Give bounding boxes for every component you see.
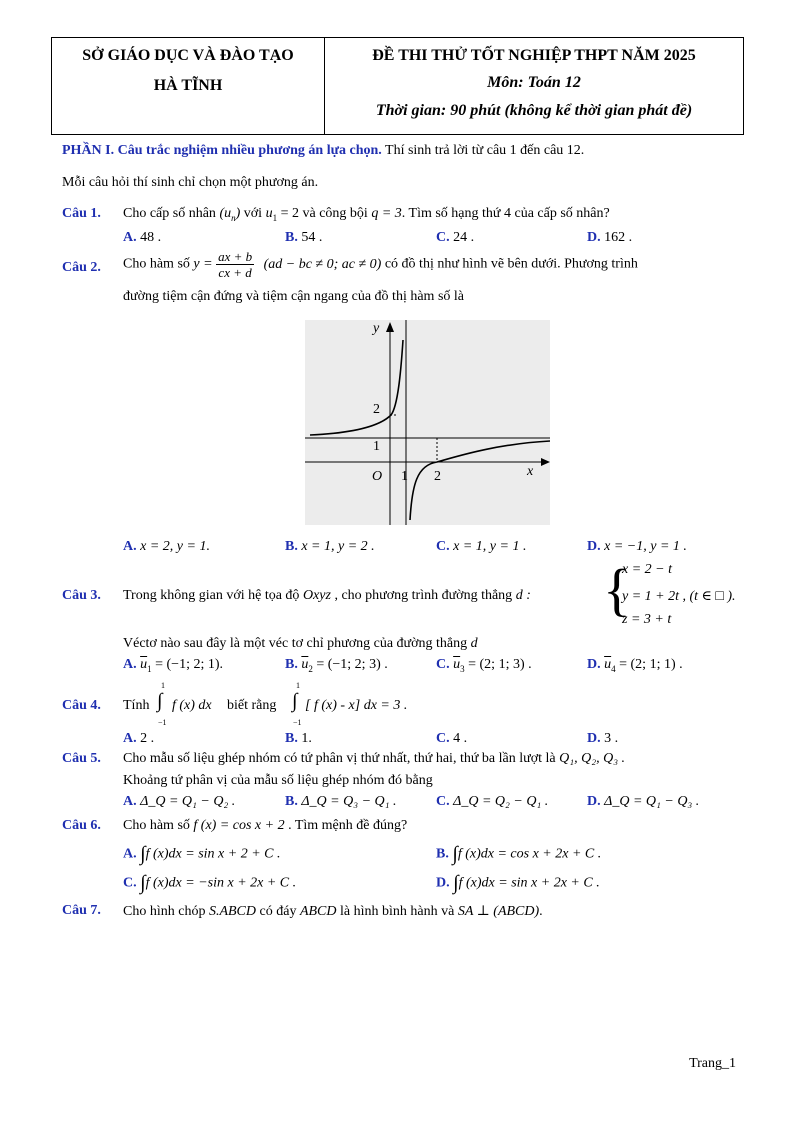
- department-name: SỞ GIÁO DỤC VÀ ĐÀO TẠO: [82, 47, 294, 64]
- province-name: HÀ TĨNH: [153, 77, 223, 94]
- q5-text-line2: Khoảng tứ phân vị của mẫu số liệu ghép nhóm đó bằng: [123, 773, 433, 788]
- q4-t1: Tính: [123, 698, 150, 713]
- q4-int2-upper: 1: [296, 681, 300, 690]
- header-left-cell: [52, 38, 325, 135]
- q4-int1-sign: ∫: [157, 690, 163, 712]
- duration: Thời gian: 90 phút (không kể thời gian phát đề): [375, 102, 693, 119]
- header-right-cell: [325, 38, 744, 135]
- q2-option-c[interactable]: C. x = 1, y = 1 .: [436, 539, 527, 554]
- part1-heading: [62, 143, 584, 159]
- q6-option-a[interactable]: A. ∫f (x)dx = sin x + 2 + C .: [123, 843, 281, 865]
- tick-y1: 1: [373, 439, 380, 454]
- q4-option-b[interactable]: B. 1.: [285, 731, 312, 746]
- q4-int1-upper: 1: [161, 681, 165, 690]
- q3-option-b[interactable]: B. $\overline{u}_2 = (-1$; 2; 3) .: [285, 657, 388, 674]
- q4-int1-body: f (x) dx: [172, 698, 212, 713]
- exam-header: [51, 37, 744, 135]
- q2-label: Câu 2.: [62, 260, 101, 275]
- q5-option-d[interactable]: D. Δ_Q = Q₁ − Q₃ .: [587, 794, 700, 809]
- q5-label: Câu 5.: [62, 751, 101, 766]
- page-number: Trang_1: [689, 1056, 736, 1071]
- q5-option-a[interactable]: A. Δ_Q = Q₁ − Q₂ .: [123, 794, 236, 809]
- q3-text: Trong không gian với hệ tọa độ Oxyz , cho phương trình đường thẳng d :: [123, 588, 531, 603]
- q6-label: Câu 6.: [62, 818, 101, 833]
- q3-system-eq1: x = 2 − t: [622, 562, 672, 577]
- q2-option-b[interactable]: B. x = 1, y = 2 .: [285, 539, 375, 554]
- q4-int1-lower: −1: [158, 718, 167, 727]
- q6-option-b[interactable]: B. ∫f (x)dx = cos x + 2x + C .: [436, 843, 602, 865]
- origin-label: O: [372, 469, 383, 484]
- q6-option-c[interactable]: C. ∫f (x)dx = −sin x + 2x + C .: [123, 872, 297, 894]
- subject: Môn: Toán 12: [487, 74, 581, 91]
- q1-option-b[interactable]: B. 54 .: [285, 230, 323, 245]
- x-label: x: [527, 464, 534, 479]
- q5-text: Cho mẫu số liệu ghép nhóm có tứ phân vị thứ nhất, thứ hai, thứ ba lần lượt là Q₁, Q₂, Q₃ .: [123, 751, 626, 766]
- q2-option-a[interactable]: A. x = 2, y = 1.: [123, 539, 210, 554]
- q2-text: Cho hàm số y = $\frac{ax + b}{cx + d}$ (ad − bc ≠ 0; ac ≠ 0) có đồ thị như hình vẽ bên dưới. Phương trình: [123, 249, 638, 280]
- q3-system-eq2: y = 1 + 2t , (t ∈ □ ).: [622, 589, 736, 604]
- q3-text-line2: Véctơ nào sau đây là một véc tơ chỉ phương của đường thẳng d: [123, 636, 478, 651]
- q4-int2-body: [ f (x) - x] dx = 3 .: [305, 698, 408, 713]
- q5-option-b[interactable]: B. Δ_Q = Q₃ − Q₁ .: [285, 794, 397, 809]
- tick-x1: 1: [401, 469, 408, 484]
- q3-option-c[interactable]: C. $\overline{u}_3 = (2$; 1; 3) .: [436, 657, 532, 674]
- q4-int2-lower: −1: [293, 718, 302, 727]
- q6-text: Cho hàm số f (x) = cos x + 2 . Tìm mệnh đề đúng?: [123, 818, 408, 833]
- part1-note: Mỗi câu hỏi thí sinh chỉ chọn một phương án.: [62, 175, 319, 190]
- q4-option-c[interactable]: C. 4 .: [436, 731, 468, 746]
- q2-option-d[interactable]: D. x = −1, y = 1 .: [587, 539, 687, 554]
- q3-label: Câu 3.: [62, 588, 101, 603]
- part1-title: PHẦN I. Câu trắc nghiệm nhiều phương án lựa chọn.: [62, 143, 382, 158]
- q3-system-brace: {: [603, 557, 631, 622]
- q3-system-eq3: z = 3 + t: [622, 612, 672, 627]
- q1-option-d[interactable]: D. 162 .: [587, 230, 633, 245]
- q4-option-a[interactable]: A. 2 .: [123, 731, 155, 746]
- q1-text: Cho cấp số nhân $(u_n)$ với $u_1 = 2$ và công bội q = 3. Tìm số hạng thứ 4 của cấp số nhân?: [123, 206, 610, 223]
- q1-option-a[interactable]: A. 48 .: [123, 230, 162, 245]
- q5-option-c[interactable]: C. Δ_Q = Q₂ − Q₁ .: [436, 794, 549, 809]
- part1-instruction: Thí sinh trả lời từ câu 1 đến câu 12.: [381, 143, 585, 158]
- q7-label: Câu 7.: [62, 903, 101, 918]
- q3-option-d[interactable]: D. $\overline{u}_4 = (2$; 1; 1) .: [587, 657, 683, 674]
- q4-t2: biết rằng: [227, 698, 277, 713]
- q2-text-line2: đường tiệm cận đứng và tiệm cận ngang của đồ thị hàm số là: [123, 289, 464, 304]
- q4-int2-sign: ∫: [292, 690, 298, 712]
- q4-option-d[interactable]: D. 3 .: [587, 731, 619, 746]
- y-label: y: [373, 321, 380, 336]
- tick-y2: 2: [373, 402, 380, 417]
- q2-graph: [305, 320, 550, 525]
- graph-background: [305, 320, 550, 525]
- tick-x2: 2: [434, 469, 441, 484]
- q1-label: Câu 1.: [62, 206, 101, 221]
- q4-label: Câu 4.: [62, 698, 101, 713]
- q6-option-d[interactable]: D. ∫f (x)dx = sin x + 2x + C .: [436, 872, 600, 894]
- exam-title: ĐỀ THI THỬ TỐT NGHIỆP THPT NĂM 2025: [372, 47, 696, 64]
- q1-option-c[interactable]: C. 24 .: [436, 230, 475, 245]
- q7-text: Cho hình chóp S.ABCD có đáy ABCD là hình bình hành và SA ⊥ (ABCD).: [123, 904, 543, 919]
- q2-fraction: $\frac{ax + b}{cx + d}$: [218, 249, 253, 280]
- q3-option-a[interactable]: A. $\overline{u}_1 = (-1$; 2; 1).: [123, 657, 224, 674]
